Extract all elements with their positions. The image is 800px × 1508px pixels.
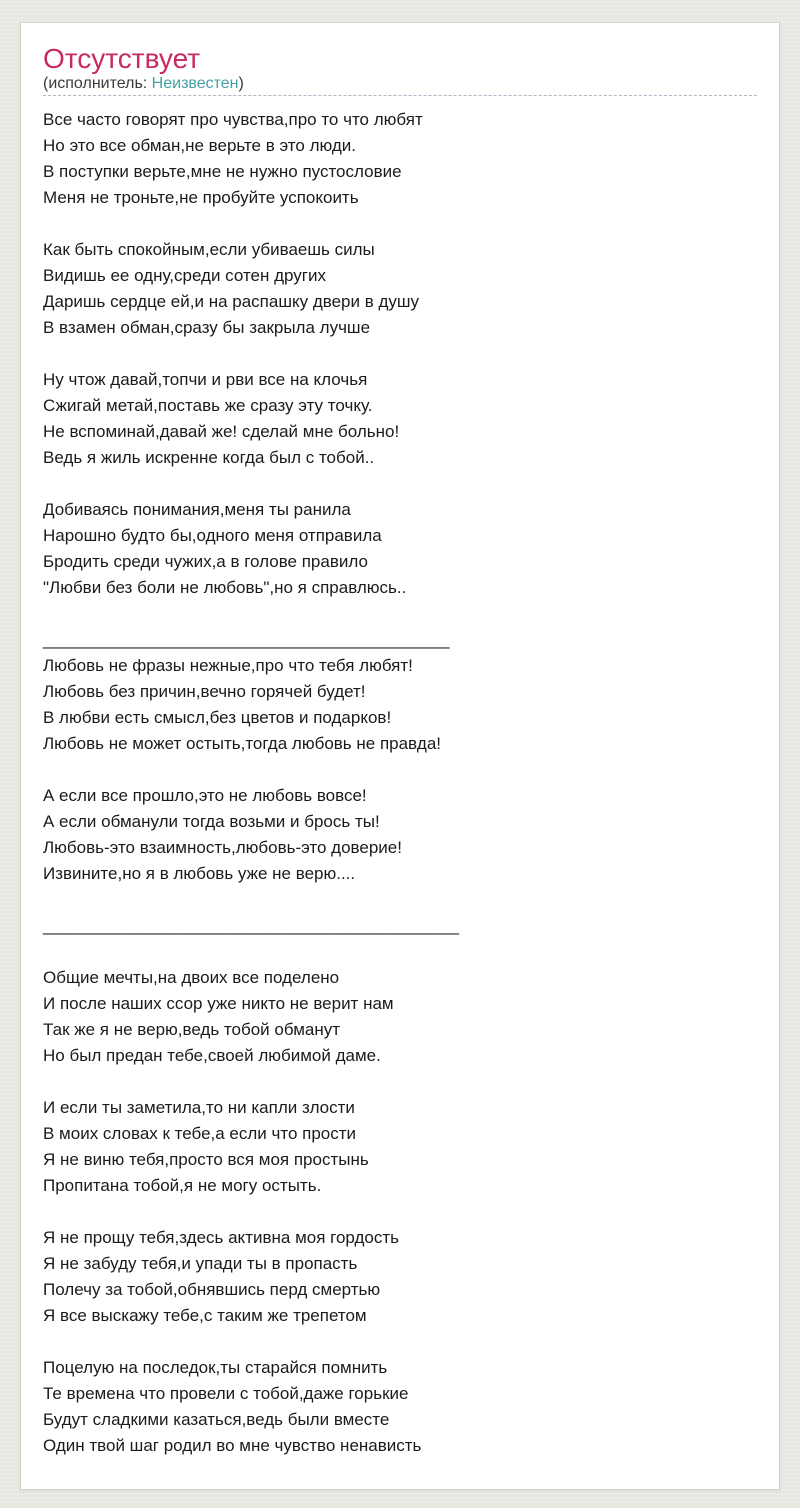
lyric-line: Нарошно будто бы,одного меня отправила: [43, 526, 382, 545]
lyric-line: Те времена что провели с тобой,даже горькие: [43, 1384, 409, 1403]
lyric-line: [43, 211, 757, 237]
lyric-line: Но был предан тебе,своей любимой даме.: [43, 1046, 381, 1065]
lyric-line: Добиваясь понимания,меня ты ранила: [43, 500, 351, 519]
lyric-line: [43, 1329, 757, 1355]
separator-line: ___________________________________________: [43, 630, 450, 649]
lyric-line: В взамен обман,сразу бы закрыла лучше: [43, 318, 371, 337]
artist-label-suffix: ): [238, 75, 244, 92]
artist-label-prefix: (исполнитель:: [43, 75, 152, 92]
lyric-line: Один твой шаг родил во мне чувство ненависть: [43, 1436, 422, 1455]
lyric-line: Сжигай метай,поставь же сразу эту точку.: [43, 396, 373, 415]
lyric-line: [43, 1199, 757, 1225]
lyric-line: В моих словах к тебе,а если что прости: [43, 1124, 357, 1143]
lyrics-card: [20, 22, 780, 1490]
lyric-line: Меня не троньте,не пробуйте успокоить: [43, 188, 359, 207]
lyric-line: Будут сладкими казаться,ведь были вместе: [43, 1410, 390, 1429]
lyric-line: Бродить среди чужих,а в голове правило: [43, 552, 368, 571]
lyric-line: Даришь сердце ей,и на распашку двери в душу: [43, 292, 420, 311]
lyric-line: А если все прошло,это не любовь вовсе!: [43, 786, 367, 805]
lyric-line: Общие мечты,на двоих все поделено: [43, 968, 340, 987]
lyric-line: Так же я не верю,ведь тобой обманут: [43, 1020, 341, 1039]
lyric-line: Любовь-это взаимность,любовь-это доверие!: [43, 838, 402, 857]
lyric-line: [43, 601, 757, 627]
lyric-line: Любовь без причин,вечно горячей будет!: [43, 682, 366, 701]
lyric-line: Ну чтож давай,топчи и рви все на клочья: [43, 370, 368, 389]
lyric-line: А если обманули тогда возьми и брось ты!: [43, 812, 380, 831]
lyric-line: Извините,но я в любовь уже не верю....: [43, 864, 356, 883]
lyric-line: Я не виню тебя,просто вся моя простынь: [43, 1150, 369, 1169]
lyric-line: В любви есть смысл,без цветов и подарков!: [43, 708, 392, 727]
artist-line: [43, 75, 757, 96]
lyric-line: Все часто говорят про чувства,про то что любят: [43, 110, 423, 129]
lyric-line: В поступки верьте,мне не нужно пустословие: [43, 162, 402, 181]
lyric-line: [43, 341, 757, 367]
lyric-line: Видишь ее одну,среди сотен других: [43, 266, 326, 285]
lyric-line: Я не забуду тебя,и упади ты в пропасть: [43, 1254, 358, 1273]
lyric-line: [43, 471, 757, 497]
song-title: Отсутствует: [43, 43, 201, 74]
lyric-line: Пропитана тобой,я не могу остыть.: [43, 1176, 322, 1195]
lyric-line: Я не прощу тебя,здесь активна моя гордость: [43, 1228, 400, 1247]
lyric-line: Полечу за тобой,обнявшись перд смертью: [43, 1280, 381, 1299]
lyric-line: [43, 939, 757, 965]
lyric-line: Но это все обман,не верьте в это люди.: [43, 136, 356, 155]
separator-line: ____________________________________________: [43, 916, 460, 935]
lyric-line: И после наших ссор уже никто не верит нам: [43, 994, 394, 1013]
lyric-line: [43, 757, 757, 783]
artist-link[interactable]: Неизвестен: [151, 75, 239, 92]
lyric-line: Я все выскажу тебе,с таким же трепетом: [43, 1306, 367, 1325]
lyric-line: Не вспоминай,давай же! сделай мне больно!: [43, 422, 400, 441]
page-background: [0, 22, 800, 1508]
lyric-line: "Любви без боли не любовь",но я справлюсь..: [43, 578, 407, 597]
lyric-line: И если ты заметила,то ни капли злости: [43, 1098, 355, 1117]
lyric-line: Поцелую на последок,ты старайся помнить: [43, 1358, 388, 1377]
lyric-line: Любовь не может остыть,тогда любовь не правда!: [43, 734, 441, 753]
lyrics-text: [43, 107, 757, 1459]
lyric-line: Ведь я жиль искренне когда был с тобой..: [43, 448, 375, 467]
lyric-line: [43, 887, 757, 913]
lyric-line: [43, 1069, 757, 1095]
lyric-line: Любовь не фразы нежные,про что тебя любят!: [43, 656, 413, 675]
lyric-line: Как быть спокойным,если убиваешь силы: [43, 240, 375, 259]
